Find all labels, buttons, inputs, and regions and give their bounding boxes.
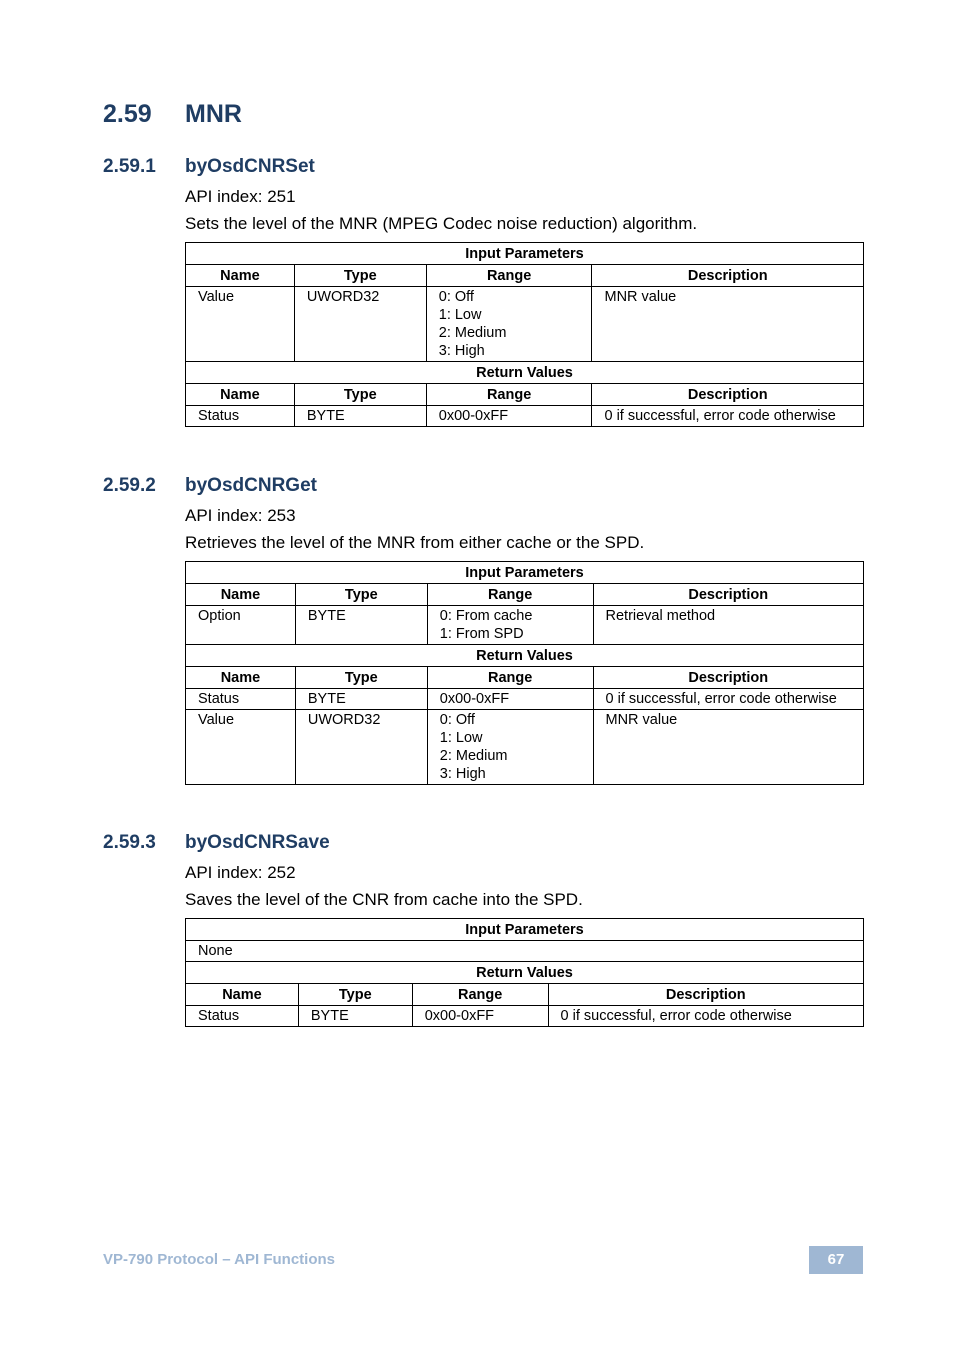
range-item: 0: Off (439, 712, 475, 728)
input-none: None (186, 941, 864, 962)
subsection-heading (103, 156, 315, 178)
subsection-title: byOsdCNRGet (185, 475, 317, 496)
return-range: 0x00-0xFF (412, 1006, 548, 1027)
column-header-type: Type (295, 667, 427, 689)
api-index: API index: 252 (185, 863, 296, 882)
param-range (426, 287, 592, 362)
parameters-table (185, 242, 864, 427)
table-row (186, 606, 864, 645)
section-number: 2.59 (103, 100, 152, 128)
range-item: 3: High (439, 766, 486, 782)
column-header-name: Name (186, 384, 295, 406)
return-type: BYTE (295, 689, 427, 710)
return-name: Status (186, 689, 296, 710)
column-header-name: Name (186, 984, 299, 1006)
parameters-table (185, 561, 864, 785)
range-item: 2: Medium (438, 325, 507, 341)
param-name: Value (186, 287, 295, 362)
return-description: MNR value (593, 710, 864, 785)
param-description: Retrieval method (593, 606, 864, 645)
column-header-name: Name (186, 265, 295, 287)
return-type: BYTE (298, 1006, 412, 1027)
range-item: 1: From SPD (439, 626, 524, 642)
column-header-description: Description (593, 667, 864, 689)
subsection-heading (103, 832, 330, 854)
column-header-name: Name (186, 584, 296, 606)
section-heading (103, 100, 242, 129)
return-description: 0 if successful, error code otherwise (548, 1006, 863, 1027)
column-header-name: Name (186, 667, 296, 689)
column-header-range: Range (427, 584, 593, 606)
footer-title: VP-790 Protocol – API Functions (103, 1251, 335, 1268)
param-range (427, 606, 593, 645)
range-item: 1: Low (439, 730, 483, 746)
return-name: Status (186, 1006, 299, 1027)
function-description: Saves the level of the CNR from cache into the SPD. (185, 890, 583, 909)
column-header-description: Description (548, 984, 863, 1006)
range-item: 2: Medium (439, 748, 508, 764)
range-item: 1: Low (438, 307, 482, 323)
parameters-table (185, 918, 864, 1027)
return-description: 0 if successful, error code otherwise (593, 689, 864, 710)
column-header-type: Type (294, 384, 426, 406)
api-index: API index: 251 (185, 187, 296, 206)
input-parameters-header: Input Parameters (186, 562, 864, 584)
column-header-description: Description (593, 584, 864, 606)
param-description: MNR value (592, 287, 864, 362)
table-row (186, 689, 864, 710)
column-header-type: Type (294, 265, 426, 287)
subsection-heading (103, 475, 317, 497)
subsection-title: byOsdCNRSave (185, 832, 330, 853)
return-type: UWORD32 (295, 710, 427, 785)
page-number: 67 (809, 1246, 863, 1274)
column-header-range: Range (427, 667, 593, 689)
range-item: 0: From cache (439, 608, 533, 624)
table-row (186, 941, 864, 962)
return-values-header: Return Values (186, 645, 864, 667)
column-header-range: Range (426, 265, 592, 287)
return-values-header: Return Values (186, 962, 864, 984)
return-name: Status (186, 406, 295, 427)
table-row (186, 710, 864, 785)
table-row (186, 406, 864, 427)
param-type: BYTE (295, 606, 427, 645)
return-values-header: Return Values (186, 362, 864, 384)
return-range: 0x00-0xFF (427, 689, 593, 710)
column-header-type: Type (295, 584, 427, 606)
column-header-type: Type (298, 984, 412, 1006)
input-parameters-header: Input Parameters (186, 243, 864, 265)
range-item: 0: Off (438, 289, 474, 305)
column-header-range: Range (426, 384, 592, 406)
return-name: Value (186, 710, 296, 785)
function-description: Sets the level of the MNR (MPEG Codec noise reduction) algorithm. (185, 214, 698, 233)
return-range: 0x00-0xFF (426, 406, 592, 427)
param-type: UWORD32 (294, 287, 426, 362)
column-header-description: Description (592, 384, 864, 406)
column-header-description: Description (592, 265, 864, 287)
return-range (427, 710, 593, 785)
return-type: BYTE (294, 406, 426, 427)
subsection-number: 2.59.1 (103, 156, 156, 177)
table-row (186, 1006, 864, 1027)
return-description: 0 if successful, error code otherwise (592, 406, 864, 427)
function-description: Retrieves the level of the MNR from either cache or the SPD. (185, 533, 645, 552)
section-title: MNR (185, 100, 242, 128)
input-parameters-header: Input Parameters (186, 919, 864, 941)
column-header-range: Range (412, 984, 548, 1006)
api-index: API index: 253 (185, 506, 296, 525)
table-row (186, 287, 864, 362)
subsection-number: 2.59.2 (103, 475, 156, 496)
subsection-number: 2.59.3 (103, 832, 156, 853)
range-item: 3: High (438, 343, 485, 359)
subsection-title: byOsdCNRSet (185, 156, 315, 177)
param-name: Option (186, 606, 296, 645)
